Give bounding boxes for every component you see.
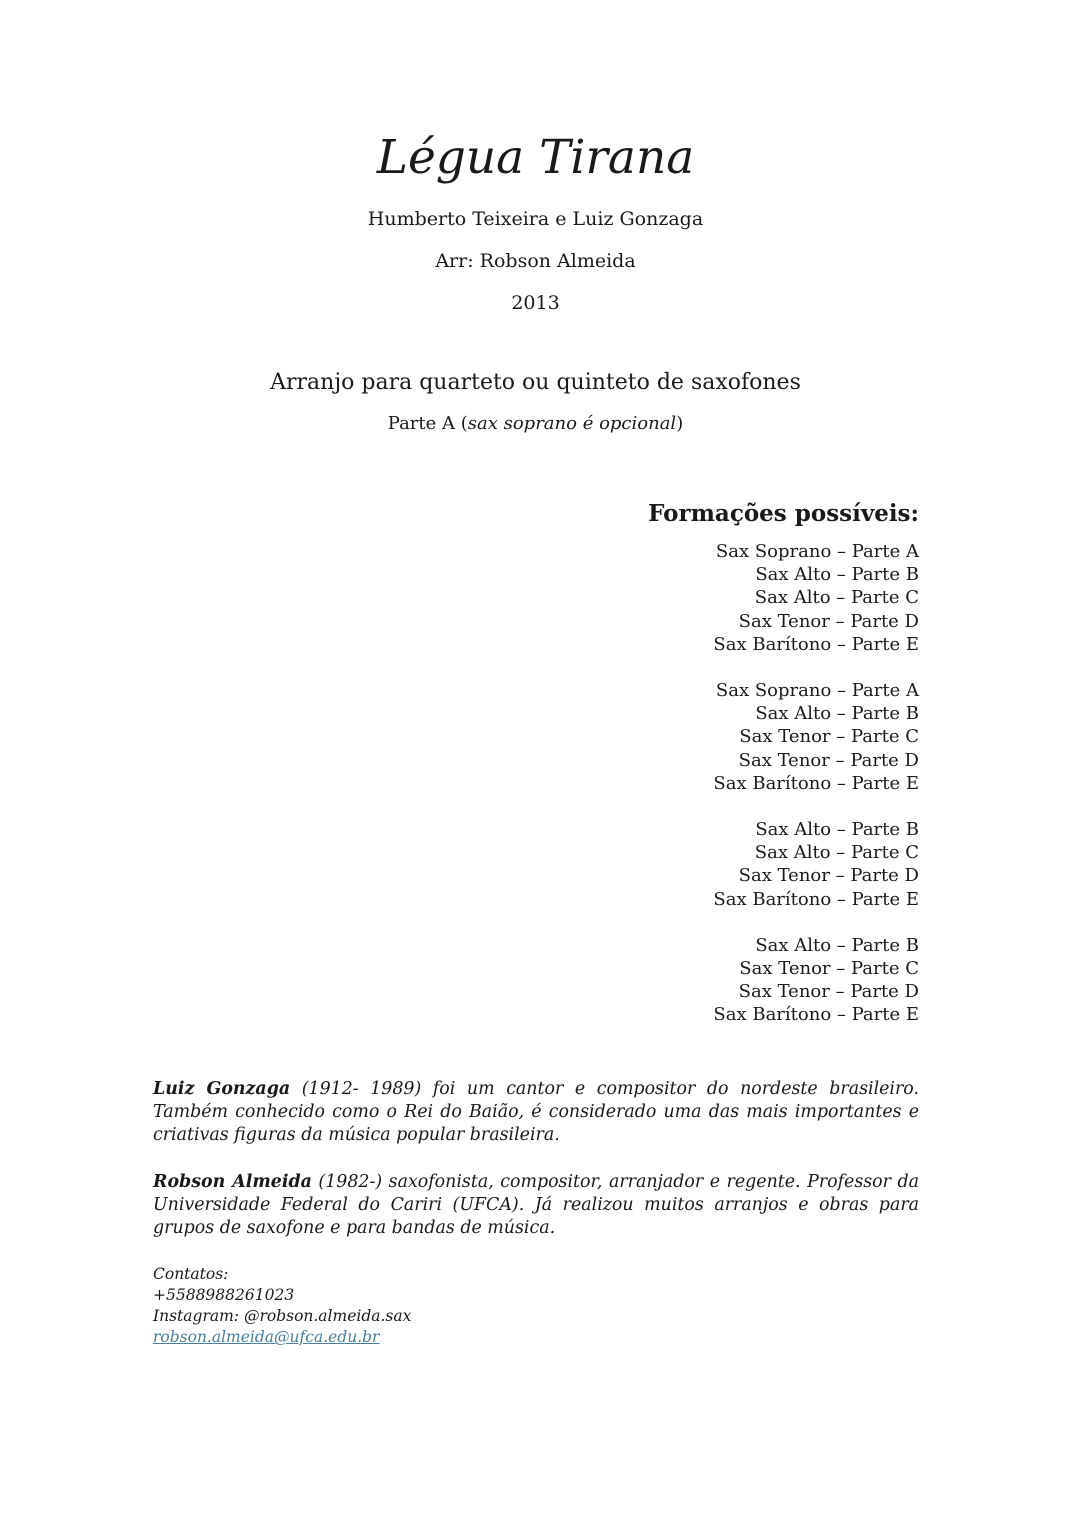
formation-group-2 — [648, 679, 919, 795]
formation-line: Sax Alto – Parte C — [754, 842, 919, 864]
bio-text: (1912- 1989) foi um cantor e compositor do nordeste brasileiro. Também conhecido como o Rei do Baião, é considerado uma das mais importantes e criativas figuras da música popular brasileira. — [153, 1079, 919, 1146]
contacts-label: Contatos: — [153, 1265, 229, 1283]
composers: Humberto Teixeira e Luiz Gonzaga — [367, 208, 704, 230]
formations-heading: Formações possíveis: — [648, 500, 919, 527]
formation-line: Sax Tenor – Parte D — [738, 981, 919, 1003]
document-title: Légua Tirana — [376, 130, 695, 185]
bio-name: Robson Almeida — [153, 1172, 312, 1192]
formation-line: Sax Alto – Parte B — [755, 819, 919, 841]
formation-line: Sax Tenor – Parte D — [738, 865, 919, 887]
contact-instagram: Instagram: @robson.almeida.sax — [153, 1307, 412, 1325]
formation-group-1 — [648, 540, 919, 656]
contacts-section — [153, 1264, 411, 1348]
bio-text: (1982-) saxofonista, compositor, arranjador e regente. Professor da Universidade Federal do Cariri (UFCA). Já realizou muitos arranjos e obras para grupos de saxofone e para bandas de música. — [153, 1172, 919, 1239]
contact-phone: +5588988261023 — [153, 1286, 295, 1304]
formation-line: Sax Soprano – Parte A — [715, 541, 919, 562]
formation-line: Sax Tenor – Parte D — [738, 749, 919, 771]
formations-section — [648, 498, 919, 1050]
formation-line: Sax Tenor – Parte C — [739, 726, 919, 748]
formation-line: Sax Barítono – Parte E — [713, 772, 919, 794]
formation-line: Sax Barítono – Parte E — [713, 888, 919, 910]
formation-line: Sax Alto – Parte B — [755, 564, 919, 586]
contact-email-link[interactable]: robson.almeida@ufca.edu.br — [153, 1328, 380, 1346]
subtitle: Arranjo para quarteto ou quinteto de saxofones — [270, 370, 801, 395]
formation-line: Sax Soprano – Parte A — [715, 680, 919, 702]
formation-group-4 — [648, 934, 919, 1027]
formation-line: Sax Alto – Parte B — [755, 703, 919, 725]
part-note — [0, 411, 1071, 437]
formation-line: Sax Barítono – Parte E — [713, 1004, 919, 1026]
arranger: Arr: Robson Almeida — [435, 250, 636, 272]
bio-name: Luiz Gonzaga — [153, 1079, 291, 1099]
formation-line: Sax Tenor – Parte D — [738, 610, 919, 632]
formation-line: Sax Barítono – Parte E — [713, 633, 919, 655]
formation-group-3 — [648, 818, 919, 911]
formation-line: Sax Alto – Parte B — [755, 934, 919, 956]
bio-luiz-gonzaga — [153, 1078, 919, 1148]
part-note-italic: sax soprano é opcional — [467, 413, 677, 434]
year: 2013 — [511, 292, 560, 314]
part-note-suffix: ) — [676, 413, 684, 434]
part-note-prefix: Parte A ( — [387, 413, 468, 434]
bio-robson-almeida — [153, 1171, 919, 1241]
formation-line: Sax Alto – Parte C — [754, 587, 919, 609]
formation-line: Sax Tenor – Parte C — [739, 958, 919, 980]
